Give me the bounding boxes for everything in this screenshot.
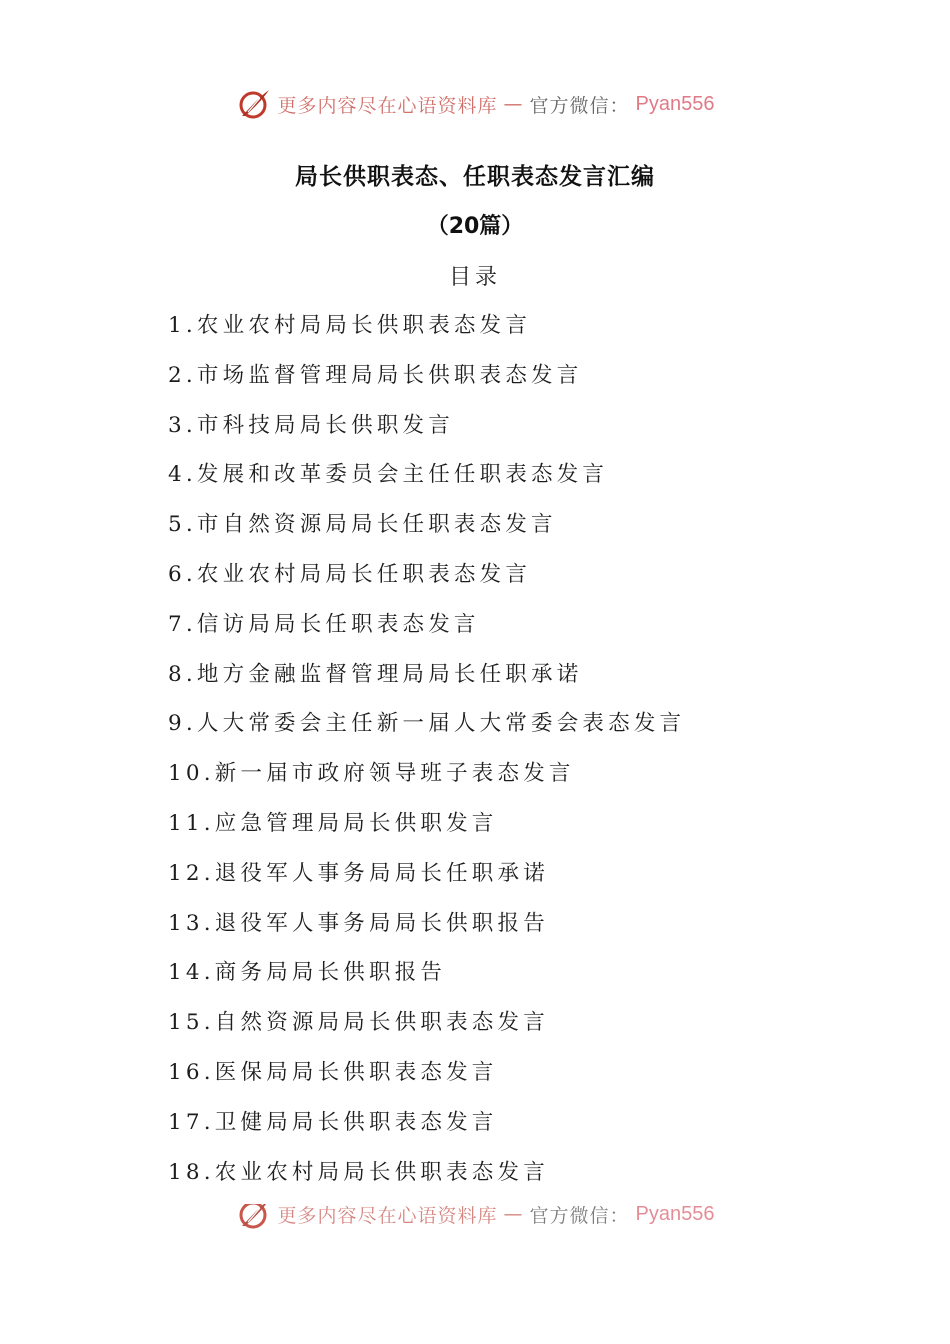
- toc-item: 4.发展和改革委员会主任任职表态发言: [168, 462, 609, 488]
- toc-item: 14.商务局局长供职报告: [168, 960, 447, 986]
- toc-item: 9.人大常委会主任新一届人大常委会表态发言: [168, 711, 686, 737]
- watermark-wechat-id: Pyan556: [635, 1204, 715, 1225]
- toc-item: 2.市场监督管理局局长供职表态发言: [168, 362, 583, 388]
- watermark-dash: —: [503, 1204, 524, 1225]
- document-title: 局长供职表态、任职表态发言汇编: [295, 164, 655, 190]
- watermark-text: 更多内容尽在心语资料库: [277, 1204, 498, 1227]
- toc-item: 12.退役军人事务局局长任职承诺: [168, 860, 549, 886]
- toc-item: 13.退役军人事务局局长供职报告: [168, 910, 549, 936]
- quill-logo-icon: [236, 86, 272, 122]
- watermark-text: 更多内容尽在心语资料库: [277, 94, 498, 117]
- watermark-wechat-label: 官方微信：: [529, 1204, 630, 1227]
- document-subtitle: （20篇）: [426, 214, 524, 239]
- toc-heading: 目录: [448, 265, 501, 290]
- toc-item: 11.应急管理局局长供职发言: [168, 810, 498, 836]
- toc-item: 17.卫健局局长供职表态发言: [168, 1109, 498, 1135]
- watermark-wechat-id: Pyan556: [635, 92, 715, 115]
- table-of-contents: [168, 308, 868, 1204]
- footer-watermark: [0, 1204, 950, 1240]
- quill-logo-icon: [236, 1204, 272, 1232]
- header-watermark: [0, 84, 950, 124]
- toc-item: 16.医保局局长供职表态发言: [168, 1059, 498, 1085]
- toc-item: 15.自然资源局局长供职表态发言: [168, 1010, 549, 1036]
- watermark-dash: —: [503, 93, 524, 115]
- toc-item: 7.信访局局长任职表态发言: [168, 611, 480, 637]
- toc-item: 3.市科技局局长供职发言: [168, 412, 454, 438]
- toc-item: 18.农业农村局局长供职表态发言: [168, 1159, 549, 1185]
- toc-item: 5.市自然资源局局长任职表态发言: [168, 512, 557, 538]
- toc-item: 1.农业农村局局长供职表态发言: [168, 313, 532, 338]
- toc-item: 6.农业农村局局长任职表态发言: [168, 561, 532, 587]
- watermark-wechat-label: 官方微信：: [529, 94, 630, 117]
- toc-item: 8.地方金融监督管理局局长任职承诺: [168, 661, 583, 687]
- toc-item: 10.新一届市政府领导班子表态发言: [168, 761, 575, 787]
